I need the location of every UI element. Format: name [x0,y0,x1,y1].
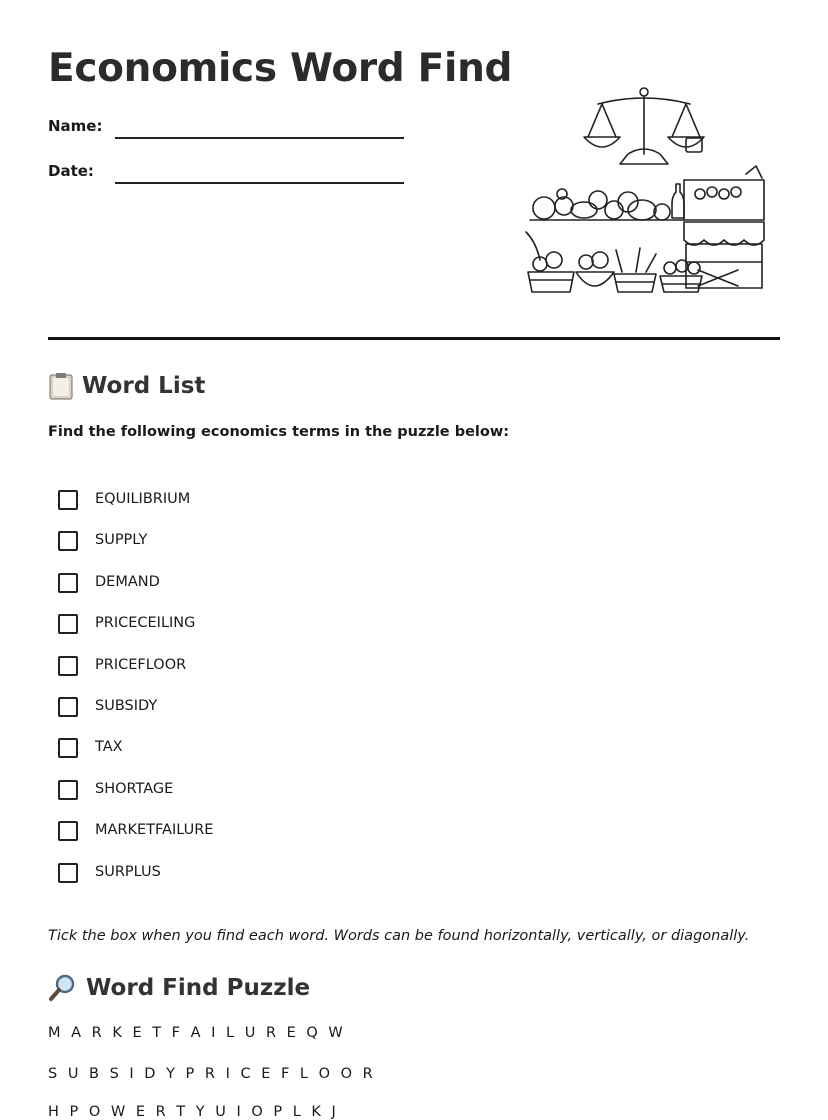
name-label: Name: [48,117,103,135]
list-item [58,529,213,570]
header-divider [48,337,780,340]
puzzle-row: S U B S I D Y P R I C E F L O O R [48,1066,376,1082]
date-label: Date: [48,162,94,180]
word-checkbox[interactable] [58,863,78,883]
word-checkbox[interactable] [58,490,78,510]
puzzle-heading [48,973,310,1003]
list-item [58,861,213,902]
name-input-line[interactable] [115,137,404,139]
market-scale-illustration [518,82,774,298]
word-label: SURPLUS [95,863,161,880]
list-item [58,736,213,777]
scale-icon [584,88,704,164]
word-list [58,488,213,902]
puzzle-row: H P O W E R T Y U I O P L K J [48,1104,339,1120]
date-input-line[interactable] [115,182,404,184]
word-checkbox[interactable] [58,531,78,551]
list-item [58,819,213,860]
produce-shelf [530,184,684,220]
word-label: MARKETFAILURE [95,822,214,839]
list-item [58,695,213,736]
word-checkbox[interactable] [58,821,78,841]
word-checkbox[interactable] [58,738,78,758]
produce-baskets [526,232,702,292]
word-list-note: Tick the box when you find each word. Words can be found horizontally, vertically, or diagonally. [48,928,750,944]
word-checkbox[interactable] [58,697,78,717]
word-list-heading-text: Word List [82,373,206,399]
word-list-heading [48,372,205,400]
list-item [58,488,213,529]
list-item [58,612,213,653]
list-item [58,571,213,612]
market-stall [684,166,764,288]
word-checkbox[interactable] [58,780,78,800]
word-label: PRICEFLOOR [95,656,187,673]
list-item [58,778,213,819]
word-label: PRICECEILING [95,615,196,632]
puzzle-row: M A R K E T F A I L U R E Q W [48,1025,346,1041]
word-checkbox[interactable] [58,573,78,593]
word-label: SUBSIDY [95,697,158,714]
word-label: EQUILIBRIUM [95,491,191,507]
magnifying-glass-icon [48,973,78,1003]
word-checkbox[interactable] [58,614,78,634]
list-item [58,654,213,695]
puzzle-heading-text: Word Find Puzzle [86,975,311,1001]
word-label: DEMAND [95,573,160,590]
word-label: SUPPLY [95,532,148,549]
word-checkbox[interactable] [58,656,78,676]
page-title: Economics Word Find [48,46,513,91]
word-list-instruction: Find the following economics terms in the puzzle below: [48,424,510,440]
clipboard-icon [48,372,74,400]
word-label: SHORTAGE [95,780,174,797]
word-label: TAX [95,739,123,756]
